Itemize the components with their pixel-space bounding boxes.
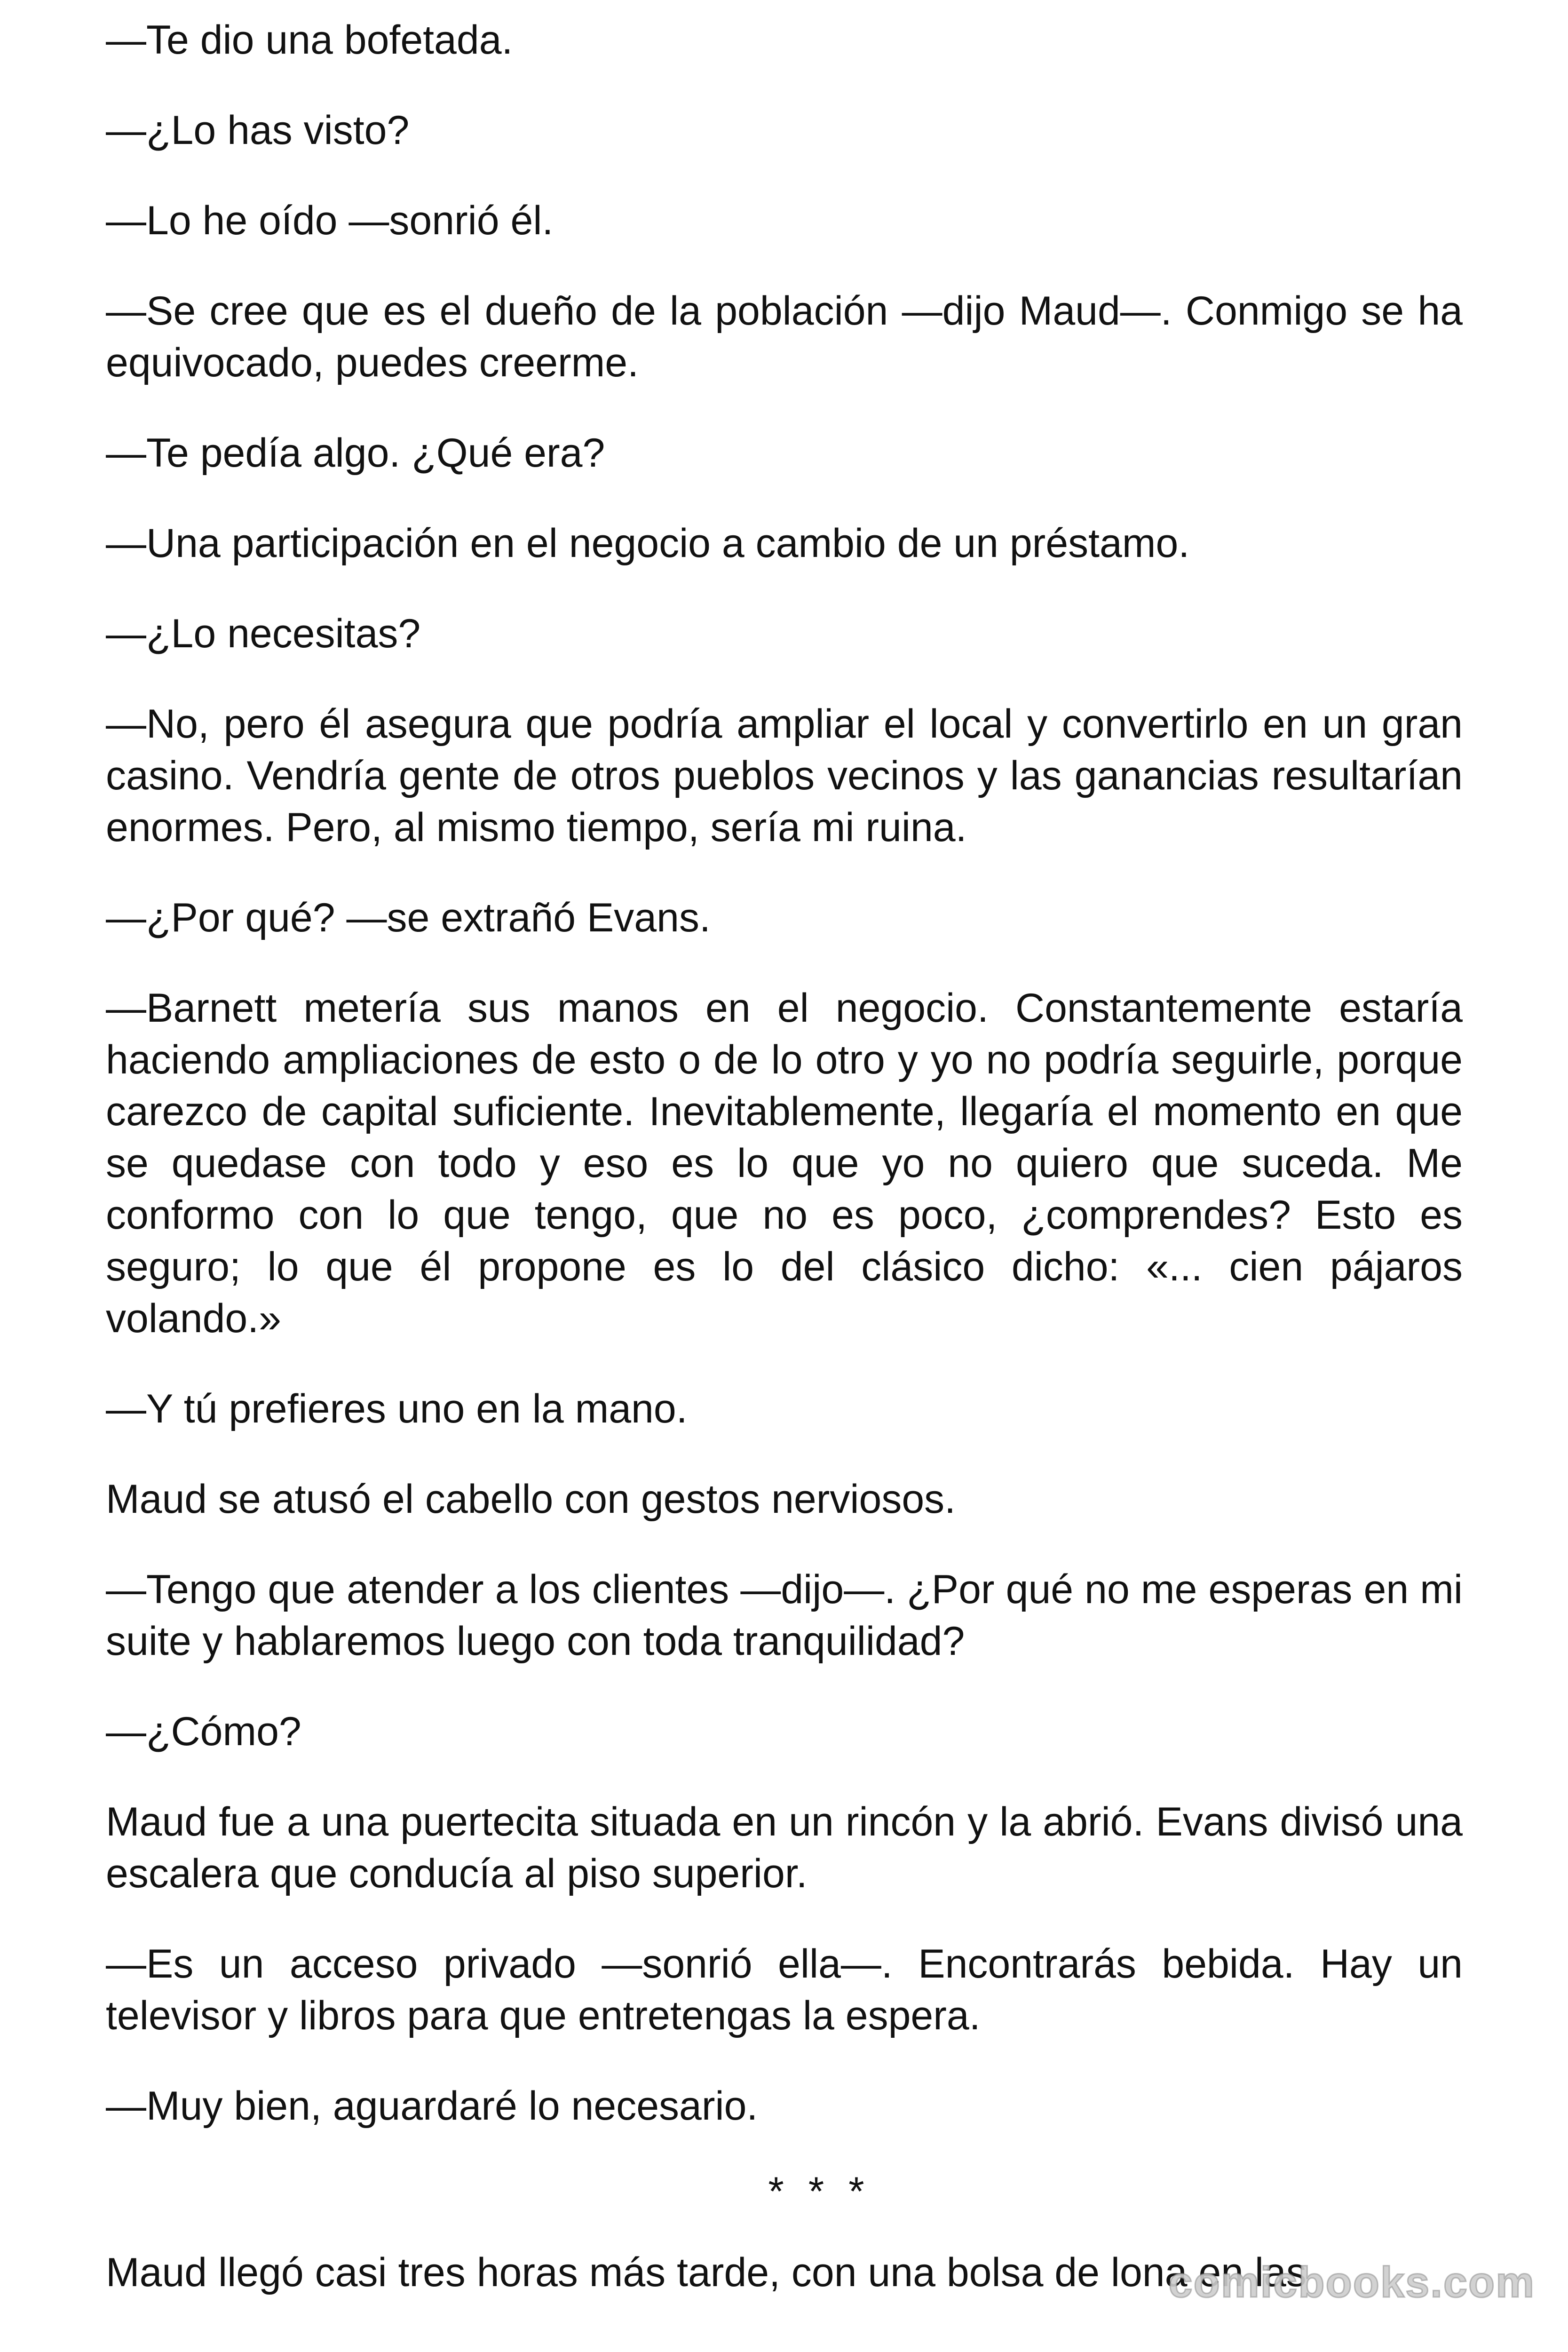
paragraph: —Y tú prefieres uno en la mano. [106, 1386, 688, 1431]
paragraph: —Te dio una bofetada. [106, 17, 513, 63]
paragraph: —¿Lo has visto? [106, 108, 410, 153]
closing-paragraph: Maud llegó casi tres horas más tarde, con una bolsa de lona en las [106, 2250, 1307, 2295]
paragraph: —Se cree que es el dueño de la población —dijo Maud—. Conmigo se ha equivocado, puedes creerme. [106, 288, 1463, 385]
paragraph: —¿Lo necesitas? [106, 611, 421, 656]
paragraph: —Barnett metería sus manos en el negocio. Constantemente estaría haciendo ampliaciones de esto o de lo otro y yo no podría seguirle, porque carezco de capital suficiente. Inevitablemente, llegaría el momento en que se quedase con todo y eso es lo que yo no quiero que suceda. Me conformo con lo que tengo, que no es poco, ¿comprendes? Esto es seguro; lo que él propone es lo del clásico dicho: «... cien pájaros volando.» [106, 985, 1463, 1341]
paragraph: —No, pero él asegura que podría ampliar el local y convertirlo en un gran casino. Vendría gente de otros pueblos vecinos y las ganancias resultarían enormes. Pero, al mismo tiempo, sería mi ruina. [106, 701, 1463, 850]
text-column [106, 14, 1463, 2337]
paragraph: —Te pedía algo. ¿Qué era? [106, 430, 605, 476]
watermark-text: comicbooks.com [1168, 2258, 1535, 2306]
paragraph: —¿Por qué? —se extrañó Evans. [106, 895, 711, 940]
paragraph: Maud fue a una puertecita situada en un rincón y la abrió. Evans divisó una escalera que conducía al piso superior. [106, 1799, 1463, 1896]
paragraph: Maud se atusó el cabello con gestos nerviosos. [106, 1477, 956, 1522]
paragraph: —Lo he oído —sonrió él. [106, 198, 554, 243]
paragraph: —Una participación en el negocio a cambio de un préstamo. [106, 521, 1190, 566]
section-separator: * * * [768, 2169, 871, 2214]
paragraph: —Es un acceso privado —sonrió ella—. Encontrarás bebida. Hay un televisor y libros para que entretengas la espera. [106, 1941, 1463, 2038]
paragraph: —¿Cómo? [106, 1709, 301, 1754]
paragraph: —Muy bien, aguardaré lo necesario. [106, 2083, 758, 2129]
paragraph: —Tengo que atender a los clientes —dijo—. ¿Por qué no me esperas en mi suite y hablaremos luego con toda tranquilidad? [106, 1567, 1463, 1664]
